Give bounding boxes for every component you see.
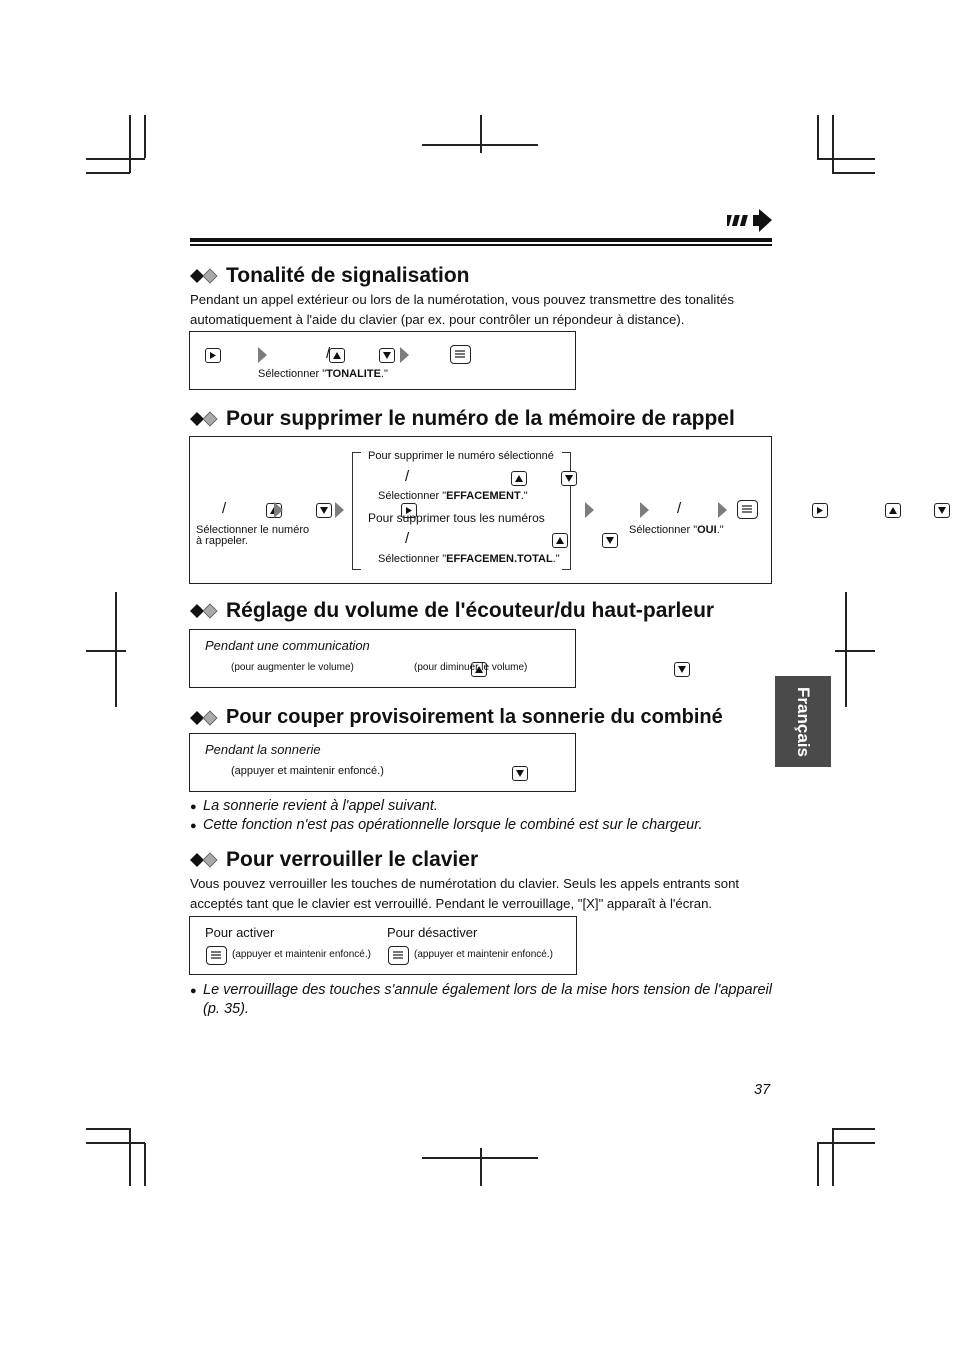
crop-mark xyxy=(832,172,875,174)
menu-key-icon xyxy=(450,345,471,364)
section-title-sonnerie: Pour couper provisoirement la sonnerie du combiné xyxy=(190,706,723,729)
section-title-supprimer: Pour supprimer le numéro de la mémoire de rappel xyxy=(190,407,735,431)
crop-mark xyxy=(129,1128,131,1186)
up-key-icon xyxy=(552,533,568,548)
language-tab-label: Français xyxy=(794,687,813,757)
deactivate-hold-label: (appuyer et maintenir enfoncé.) xyxy=(414,949,553,960)
section-title-tonalite: Tonalité de signalisation xyxy=(190,264,469,288)
crop-mark xyxy=(144,1143,146,1186)
step-arrow-icon xyxy=(333,501,345,524)
crop-mark xyxy=(480,1148,482,1186)
down-key-icon xyxy=(602,533,618,548)
diamond-bullet-icon xyxy=(190,411,220,427)
down-key-icon xyxy=(561,471,577,486)
crop-mark xyxy=(86,1128,130,1130)
diamond-bullet-icon xyxy=(190,603,220,619)
slash: / xyxy=(405,530,410,547)
up-key-icon xyxy=(329,348,345,363)
page-number: 37 xyxy=(754,1082,771,1098)
activate-hold-label: (appuyer et maintenir enfoncé.) xyxy=(232,949,371,960)
down-key-icon xyxy=(379,348,395,363)
option-bracket xyxy=(562,452,571,570)
option2-label: Pour supprimer tous les numéros xyxy=(368,511,545,525)
tonalite-select-note: Sélectionner "TONALITE." xyxy=(258,368,388,380)
verrouiller-description: Vous pouvez verrouiller les touches de numérotation du clavier. Seuls les appels entrants sont acceptés tant que le clavier est verrouillé. Pendant le verrouillage, "[X]" apparaît à l'écran. xyxy=(190,876,740,911)
slash: / xyxy=(405,468,410,485)
right-key-icon xyxy=(205,348,221,363)
option-bracket xyxy=(352,452,361,570)
down-key-icon xyxy=(674,662,690,677)
menu-key-icon xyxy=(737,500,758,519)
note-item: ● La sonnerie revient à l'appel suivant. xyxy=(190,797,775,816)
header-rule xyxy=(190,238,772,242)
crop-mark xyxy=(480,115,482,153)
slash: / xyxy=(222,500,227,517)
crop-mark xyxy=(422,1157,538,1159)
crop-mark xyxy=(832,1128,834,1186)
continue-arrow-icon xyxy=(727,207,773,238)
tonalite-description: Pendant un appel extérieur ou lors de la numérotation, vous pouvez transmettre des tonalités automatiquement à l'aide du clavier (par ex. pour contrôler un répondeur à distance). xyxy=(190,292,734,327)
step-arrow-icon xyxy=(256,346,268,369)
crop-mark xyxy=(817,1143,819,1186)
section-title-verrouiller: Pour verrouiller le clavier xyxy=(190,848,478,872)
sonnerie-context: Pendant la sonnerie xyxy=(205,742,321,757)
crop-mark xyxy=(144,115,146,158)
volume-context: Pendant une communication xyxy=(205,638,370,653)
crop-mark xyxy=(422,144,538,146)
option1-label: Pour supprimer le numéro sélectionné xyxy=(368,450,554,462)
deactivate-label: Pour désactiver xyxy=(387,925,478,940)
crop-mark xyxy=(86,172,130,174)
select-number-note: Sélectionner le numéro à rappeler. xyxy=(196,524,310,547)
menu-key-icon xyxy=(388,946,409,965)
diamond-bullet-icon xyxy=(190,710,220,726)
down-key-icon xyxy=(512,766,528,781)
note-item: ● Cette fonction n'est pas opérationnelle lorsque le combiné est sur le chargeur. xyxy=(190,816,775,835)
crop-mark xyxy=(86,650,126,652)
down-key-icon xyxy=(934,503,950,518)
crop-mark xyxy=(832,1128,875,1130)
section-title-volume: Réglage du volume de l'écouteur/du haut-parleur xyxy=(190,599,714,623)
crop-mark xyxy=(817,158,875,160)
activate-label: Pour activer xyxy=(205,925,275,940)
option2-select-note: Sélectionner "EFFACEMEN.TOTAL." xyxy=(378,553,560,565)
slash: / xyxy=(677,500,682,517)
step-arrow-icon xyxy=(583,501,595,524)
step-arrow-icon xyxy=(638,501,650,524)
crop-mark xyxy=(86,1142,145,1144)
up-key-icon xyxy=(885,503,901,518)
crop-mark xyxy=(129,115,131,173)
crop-mark xyxy=(832,115,834,173)
crop-mark xyxy=(817,1142,875,1144)
confirm-select-note: Sélectionner "OUI." xyxy=(629,524,724,536)
right-key-icon xyxy=(812,503,828,518)
volume-up-label: (pour augmenter le volume) xyxy=(231,662,354,673)
option1-select-note: Sélectionner "EFFACEMENT." xyxy=(378,490,528,502)
header-rule-thin xyxy=(190,244,772,246)
volume-down-label: (pour diminuer le volume) xyxy=(414,662,528,673)
crop-mark xyxy=(817,115,819,158)
bullet-dot-icon: ● xyxy=(190,801,197,813)
step-arrow-icon xyxy=(398,346,410,369)
note-item: ● Le verrouillage des touches s'annule également lors de la mise hors tension de l'appareil (p. 35). xyxy=(190,982,772,1017)
bullet-dot-icon: ● xyxy=(190,985,197,997)
step-arrow-icon xyxy=(272,501,284,524)
down-key-icon xyxy=(316,503,332,518)
up-key-icon xyxy=(511,471,527,486)
slash: / xyxy=(326,345,331,362)
crop-mark xyxy=(86,158,145,160)
sonnerie-hold-label: (appuyer et maintenir enfoncé.) xyxy=(231,765,384,777)
crop-mark xyxy=(835,650,875,652)
step-arrow-icon xyxy=(716,501,728,524)
diamond-bullet-icon xyxy=(190,852,220,868)
bullet-dot-icon: ● xyxy=(190,820,197,832)
diamond-bullet-icon xyxy=(190,268,220,284)
menu-key-icon xyxy=(206,946,227,965)
